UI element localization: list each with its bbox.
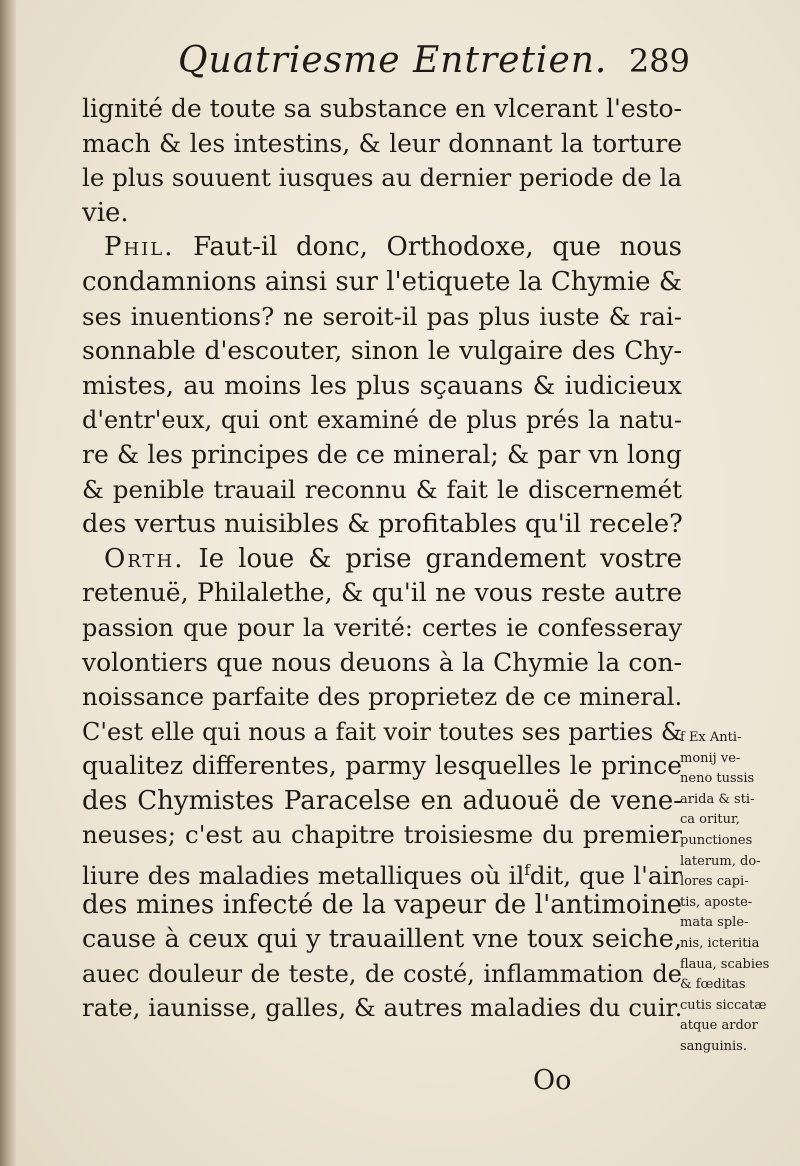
margin-note-line: ca oritur, [680, 812, 740, 828]
text-line: retenuë, Philalethe, & qu'il ne vous reste autre [82, 578, 682, 608]
text-line: d'entr'eux, qui ont examiné de plus prés la natu- [82, 406, 682, 435]
margin-note-line: atque ardor [680, 1018, 758, 1034]
text-line: le plus souuent iusques au dernier periode de la [82, 163, 682, 193]
margin-note-line: nis, icteritia [680, 935, 760, 951]
text-line [82, 230, 682, 265]
text-line: des vertus nuisibles & profitables qu'il recele? [82, 509, 683, 540]
text-line: noissance parfaite des proprietez de ce mineral. [82, 682, 683, 712]
text-line: passion que pour la verité: certes ie confesseray [82, 613, 682, 642]
margin-note-line: lores capi- [680, 874, 749, 890]
margin-note-line: mata sple- [680, 915, 749, 931]
text-line: mistes, au moins les plus sçauans & iudicieux [82, 370, 682, 401]
text-line [82, 853, 682, 891]
margin-note-line: & fœditas [680, 977, 746, 993]
margin-note-line: monij ve- [680, 750, 741, 766]
page-header [170, 40, 690, 86]
margin-note-line: f Ex Anti- [680, 730, 742, 745]
text-line: qualitez differentes, parmy lesquelles le prince [82, 751, 682, 781]
text-line: condamnions ainsi sur l'etiquete la Chymie & [82, 266, 682, 297]
text-line: & penible trauail reconnu & fait le discernemét [82, 474, 682, 504]
text-run: Ie loue & prise grandement vostre [198, 543, 683, 574]
margin-note-line: cutis siccatæ [680, 997, 767, 1013]
margin-note-line: neno tussis [680, 771, 755, 787]
page-number: 289 [628, 42, 690, 80]
text-line: des Chymistes Paracelse en aduouë de vene- [82, 785, 682, 816]
margin-note-line: arida & sti- [680, 791, 755, 807]
body-text [82, 92, 682, 1026]
catchword: Oo [533, 1065, 572, 1096]
text-line: mach & les intestins, & leur donnant la torture [82, 128, 682, 158]
note-reference: f [524, 861, 530, 880]
margin-note-line: flaua, scabies [680, 956, 770, 972]
text-line: sonnable d'escouter, sinon le vulgaire des Chy- [82, 336, 682, 366]
text-line: ses inuentions? ne seroit-il pas plus iuste & rai- [82, 301, 682, 331]
margin-note-line: laterum, do- [680, 853, 761, 869]
text-line: C'est elle qui nous a fait voir toutes ses parties & [82, 717, 683, 746]
text-line: volontiers que nous deuons à la Chymie la con- [82, 647, 682, 677]
text-line: vie. [82, 197, 129, 228]
text-run: liure des maladies metalliques où il [82, 861, 525, 891]
margin-note-line: tis, aposte- [680, 894, 753, 910]
text-line: auec douleur de teste, de costé, inflammation de [82, 959, 682, 988]
text-run: dit, que l'air [529, 861, 682, 891]
page-gutter [0, 0, 16, 1166]
text-line: des mines infecté de la vapeur de l'antimoine [82, 889, 682, 920]
text-line [82, 542, 682, 577]
margin-note [680, 728, 792, 1058]
speaker-name: Orth. [104, 543, 185, 574]
running-title: Quatriesme Entretien. [178, 40, 608, 81]
text-line: cause à ceux qui y trauaillent vne toux seiche, [82, 924, 682, 955]
margin-note-line: sanguinis. [680, 1038, 747, 1054]
text-line: lignité de toute sa substance en vlcerant l'esto- [82, 94, 682, 123]
margin-note-line: punctiones [680, 832, 753, 848]
speaker-name: Phil. [104, 232, 175, 263]
text-run: Faut-il donc, Orthodoxe, que nous [193, 232, 683, 263]
text-line: rate, iaunisse, galles, & autres maladies du cuir. [82, 993, 683, 1023]
text-line: neuses; c'est au chapitre troisiesme du premier [82, 820, 682, 850]
text-line: re & les principes de ce mineral; & par vn long [82, 439, 682, 469]
